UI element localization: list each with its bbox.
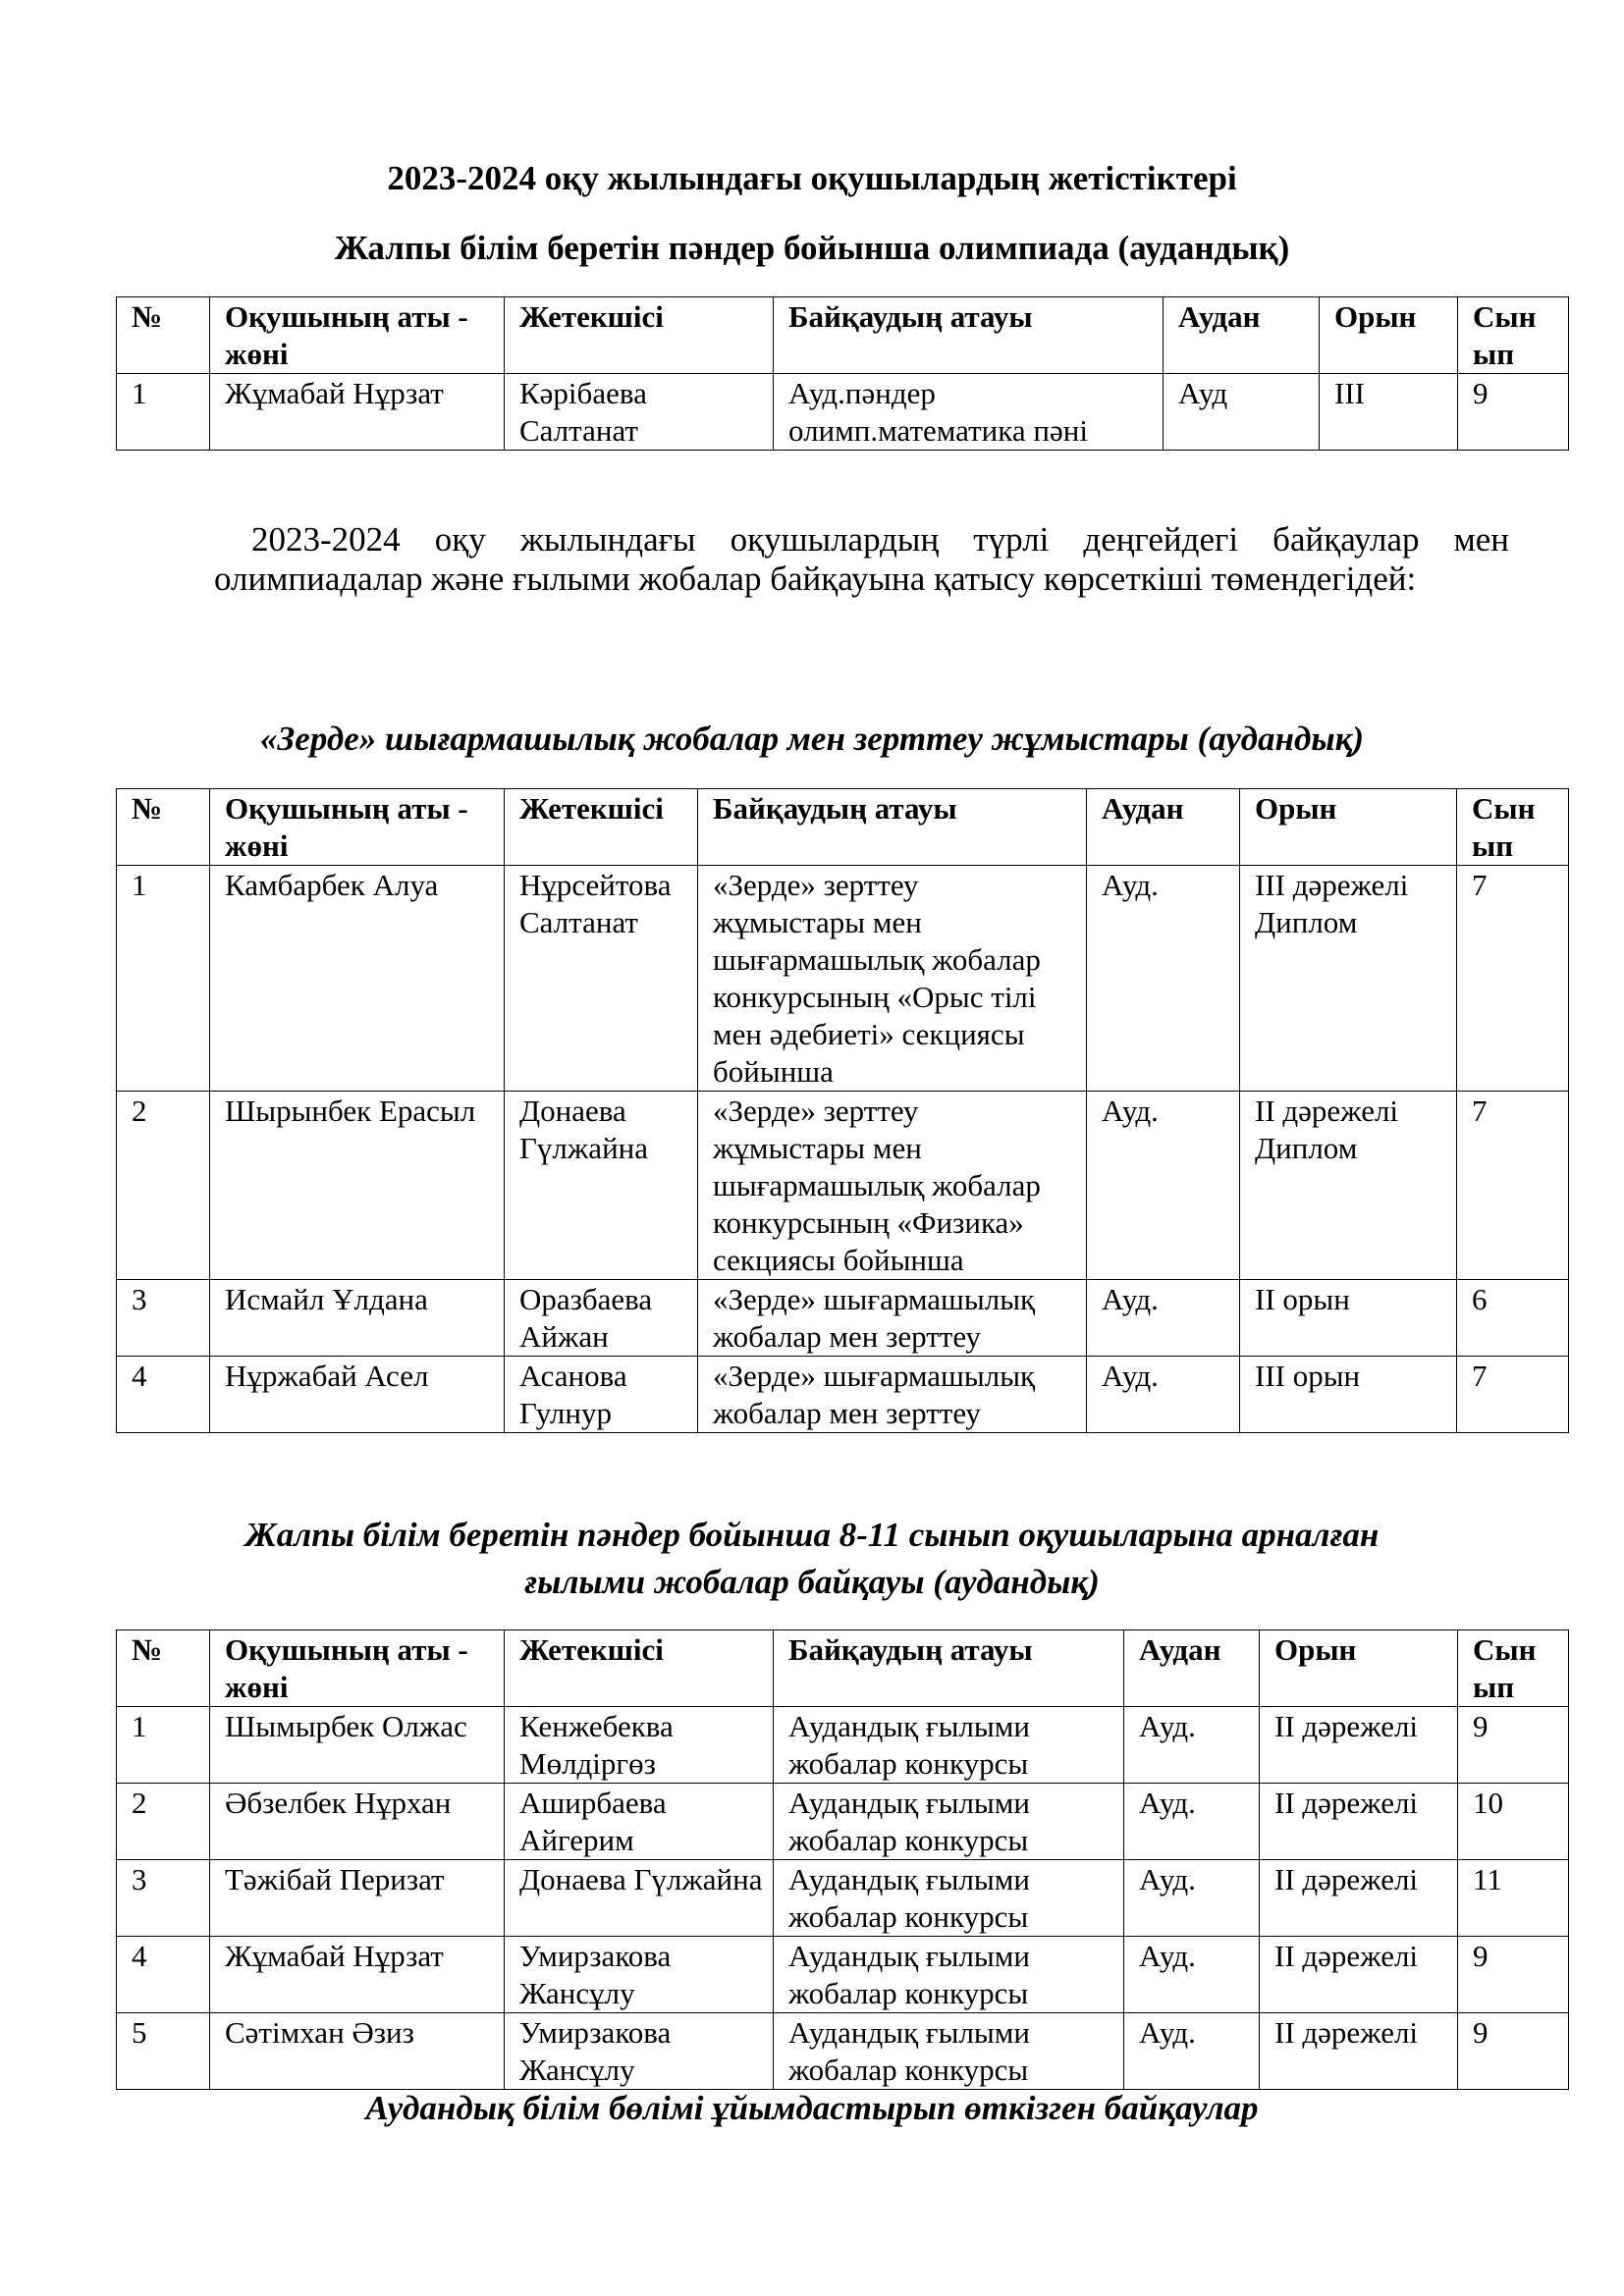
col-contest: Байқаудың атауы [698,789,1087,866]
col-grade: Сын ып [1458,297,1569,374]
cell-number: 1 [117,374,210,451]
cell-student: Шымырбек Олжас [210,1707,505,1784]
page-title: 2023-2024 оқу жылындағы оқушылардың жетістіктері [387,159,1237,197]
cell-grade: 11 [1458,1860,1569,1937]
col-supervisor: Жетекшісі [505,1630,774,1707]
cell-district: Ауд. [1124,1860,1260,1937]
table-header-row [117,1630,1569,1707]
table-row [117,866,1569,1092]
cell-supervisor: Умирзакова Жансұлу [505,1937,774,2013]
col-supervisor: Жетекшісі [505,297,774,374]
cell-contest: Аудандық ғылыми жобалар конкурсы [774,1937,1124,2013]
cell-place: III дәрежелі Диплом [1240,866,1457,1092]
cell-supervisor: Донаева Гүлжайна [505,1092,698,1280]
col-place: Орын [1320,297,1458,374]
table-row [117,2013,1569,2090]
cell-number: 3 [117,1280,210,1357]
cell-number: 1 [117,1707,210,1784]
intro-paragraph [214,520,1509,599]
table-row [117,1784,1569,1860]
cell-district: Ауд. [1087,1280,1240,1357]
cell-student: Сәтімхан Әзиз [210,2013,505,2090]
cell-student: Нұржабай Асел [210,1357,505,1433]
cell-place: II дәрежелі [1260,2013,1458,2090]
cell-district: Ауд. [1124,1707,1260,1784]
col-student: Оқушының аты - жөні [210,789,505,866]
cell-place: II дәрежелі [1260,1860,1458,1937]
col-number: № [117,297,210,374]
cell-grade: 10 [1458,1784,1569,1860]
cell-number: 3 [117,1860,210,1937]
cell-student: Шырынбек Ерасыл [210,1092,505,1280]
col-contest: Байқаудың атауы [774,1630,1124,1707]
cell-number: 1 [117,866,210,1092]
cell-contest: Аудандық ғылыми жобалар конкурсы [774,1784,1124,1860]
cell-place: II дәрежелі Диплом [1240,1092,1457,1280]
intro-text: 2023-2024 оқу жылындағы оқушылардың түрлі деңгейдегі байқаулар мен олимпиадалар және ғылыми жобалар байқауына қатысу көрсеткіші төмендегідей: [214,520,1509,598]
table-row [117,1280,1569,1357]
cell-district: Ауд. [1087,1092,1240,1280]
cell-supervisor: Аширбаева Айгерим [505,1784,774,1860]
table-row [117,1707,1569,1784]
col-supervisor: Жетекшісі [505,789,698,866]
table-header-row [117,297,1569,374]
cell-student: Исмайл Ұлдана [210,1280,505,1357]
cell-student: Камбарбек Алуа [210,866,505,1092]
table-row [117,1860,1569,1937]
cell-number: 4 [117,1937,210,2013]
cell-district: Ауд. [1124,1784,1260,1860]
cell-district: Ауд. [1124,1937,1260,2013]
cell-supervisor: Кенжебеква Мөлдіргөз [505,1707,774,1784]
section1-heading: Жалпы білім беретін пәндер бойынша олимпиада (аудандық) [334,229,1290,267]
table-row [117,1937,1569,2013]
cell-supervisor: Нұрсейтова Салтанат [505,866,698,1092]
col-number: № [117,789,210,866]
col-grade: Сын ып [1457,789,1569,866]
footer-heading: Аудандық білім бөлімі ұйымдастырып өткізген байқаулар [365,2089,1259,2127]
cell-number: 2 [117,1092,210,1280]
cell-district: Ауд. [1124,2013,1260,2090]
col-district: Аудан [1124,1630,1260,1707]
cell-contest: Аудандық ғылыми жобалар конкурсы [774,2013,1124,2090]
cell-grade: 7 [1457,1092,1569,1280]
cell-place: III орын [1240,1357,1457,1433]
cell-contest: «Зерде» зерттеу жұмыстары мен шығармашылық жобалар конкурсының «Физика» секциясы бойынша [698,1092,1087,1280]
cell-student: Әбзелбек Нұрхан [210,1784,505,1860]
cell-supervisor: Оразбаева Айжан [505,1280,698,1357]
cell-contest: «Зерде» зерттеу жұмыстары мен шығармашылық жобалар конкурсының «Орыс тілі мен әдебиеті» секциясы бойынша [698,866,1087,1092]
table-row [117,1092,1569,1280]
cell-student: Тәжібай Перизат [210,1860,505,1937]
col-contest: Байқаудың атауы [774,297,1164,374]
col-grade: Сын ып [1458,1630,1569,1707]
col-place: Орын [1260,1630,1458,1707]
cell-place: II орын [1240,1280,1457,1357]
table-row [117,1357,1569,1433]
zerde-table [116,788,1569,1433]
cell-number: 5 [117,2013,210,2090]
col-student: Оқушының аты - жөні [210,297,505,374]
col-district: Аудан [1087,789,1240,866]
cell-contest: «Зерде» шығармашылық жобалар мен зерттеу [698,1357,1087,1433]
olympiad-table [116,296,1569,451]
col-district: Аудан [1164,297,1320,374]
col-student: Оқушының аты - жөні [210,1630,505,1707]
cell-student: Жұмабай Нұрзат [210,374,505,451]
science-projects-table [116,1629,1569,2090]
cell-supervisor: Кәрібаева Салтанат [505,374,774,451]
cell-place: II дәрежелі [1260,1784,1458,1860]
cell-contest: Ауд.пәндер олимп.математика пәні [774,374,1164,451]
cell-number: 4 [117,1357,210,1433]
cell-number: 2 [117,1784,210,1860]
section2-heading: «Зерде» шығармашылық жобалар мен зерттеу жұмыстары (аудандық) [260,720,1364,758]
cell-place: II дәрежелі [1260,1707,1458,1784]
cell-supervisor: Асанова Гулнур [505,1357,698,1433]
cell-district: Ауд [1164,374,1320,451]
cell-grade: 7 [1457,866,1569,1092]
cell-grade: 9 [1458,374,1569,451]
cell-contest: «Зерде» шығармашылық жобалар мен зерттеу [698,1280,1087,1357]
col-number: № [117,1630,210,1707]
section3-heading-line2: ғылыми жобалар байқауы (аудандық) [524,1563,1100,1601]
section3-heading-line1: Жалпы білім беретін пәндер бойынша 8-11 сынып оқушыларына арналған [244,1516,1380,1554]
col-place: Орын [1240,789,1457,866]
cell-contest: Аудандық ғылыми жобалар конкурсы [774,1860,1124,1937]
cell-place: II дәрежелі [1260,1937,1458,2013]
cell-grade: 6 [1457,1280,1569,1357]
cell-grade: 9 [1458,1707,1569,1784]
section3-heading [0,1512,1624,1606]
cell-place: III [1320,374,1458,451]
cell-district: Ауд. [1087,866,1240,1092]
table-header-row [117,789,1569,866]
cell-grade: 9 [1458,2013,1569,2090]
cell-grade: 7 [1457,1357,1569,1433]
cell-district: Ауд. [1087,1357,1240,1433]
cell-supervisor: Умирзакова Жансұлу [505,2013,774,2090]
cell-supervisor: Донаева Гүлжайна [505,1860,774,1937]
cell-contest: Аудандық ғылыми жобалар конкурсы [774,1707,1124,1784]
table-row [117,374,1569,451]
cell-grade: 9 [1458,1937,1569,2013]
cell-student: Жұмабай Нұрзат [210,1937,505,2013]
